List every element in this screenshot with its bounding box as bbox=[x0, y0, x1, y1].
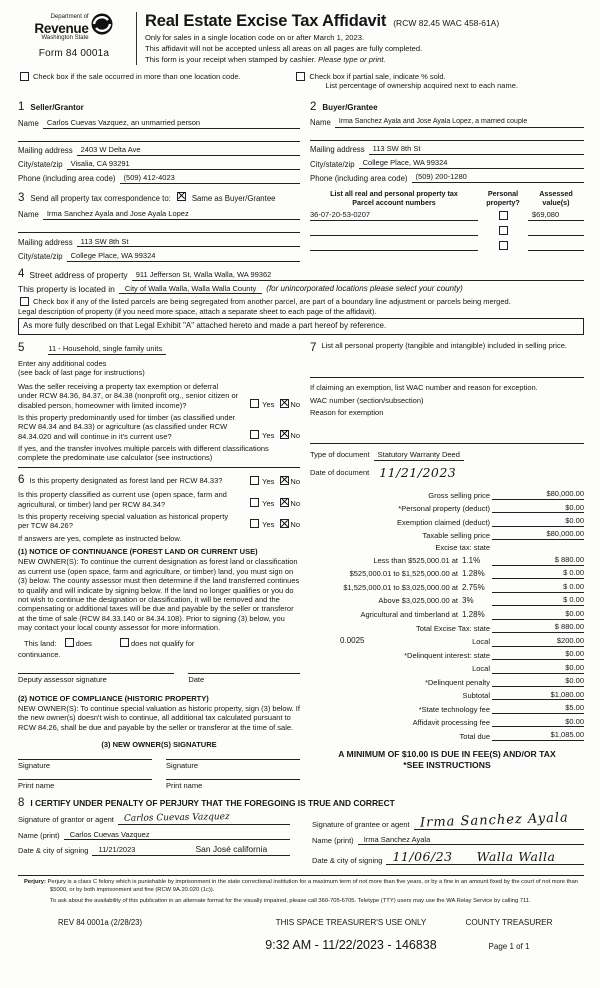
s5-q1-no-checkbox[interactable] bbox=[280, 399, 289, 408]
seller-city-field[interactable]: Visalia, CA 93291 bbox=[67, 159, 300, 170]
s3-name-field[interactable]: Irma Sanchez Ayala and Jose Ayala Lopez bbox=[43, 209, 300, 220]
tax-row-value[interactable]: $200.00 bbox=[492, 636, 584, 647]
grantee-signature-block bbox=[312, 809, 584, 869]
rev-number: REV 84 0001a (2/28/23) bbox=[58, 918, 143, 928]
s6-q2-answer: Yes No bbox=[244, 498, 300, 509]
tax-row-label: Excise tax: state bbox=[435, 542, 490, 552]
tax-row-value[interactable]: $1,085.00 bbox=[492, 730, 584, 741]
tax-row-value[interactable]: $0.00 bbox=[492, 663, 584, 674]
form-footer bbox=[18, 918, 584, 980]
section-5-divider bbox=[18, 467, 300, 468]
s6-question-2: Is this property classified as current use (open space, farm and agricultural, or timber) land per RCW 84.34? bbox=[18, 490, 227, 509]
section-1-title: Seller/Grantor bbox=[30, 103, 84, 113]
personal-property-checkbox[interactable] bbox=[499, 226, 508, 235]
perjury-notes bbox=[18, 875, 584, 908]
located-in-note: (for unincorporated locations please select your county) bbox=[266, 284, 463, 294]
section-2-title: Buyer/Grantee bbox=[322, 103, 378, 113]
assessed-value-field[interactable] bbox=[528, 235, 584, 237]
perjury-label: Perjury: bbox=[24, 878, 46, 885]
section-5-6-column bbox=[18, 341, 300, 791]
grantor-signature: Carlos Cuevas Vazquez bbox=[123, 811, 230, 824]
section-4-number: 4 bbox=[18, 267, 25, 280]
doc-date-field[interactable]: 11/21/2023 bbox=[379, 465, 457, 481]
multi-location-label: Check box if the sale occurred in more than one location code. bbox=[33, 71, 241, 81]
tax-row-value[interactable]: $0.00 bbox=[492, 516, 584, 527]
tax-row-label: $1,525,000.01 to $3,025,000.00 at bbox=[343, 582, 458, 592]
tax-row-value[interactable]: $0.00 bbox=[492, 503, 584, 514]
tax-row-value[interactable]: $ 880.00 bbox=[492, 555, 584, 566]
page-title: Real Estate Excise Tax Affidavit bbox=[145, 12, 387, 30]
parcel-row bbox=[310, 210, 584, 221]
tax-row-rate: 2.75% bbox=[462, 582, 485, 592]
legal-description-label: Legal description of property (if you need more space, attach a separate sheet to each page of the affidavit). bbox=[18, 307, 377, 317]
grantor-date: 11/21/2023 bbox=[98, 845, 136, 855]
segregated-label: Check box if any of the listed parcels are being segregated from another parcel, are part of a boundary line adjustment or parcels being merged. bbox=[33, 296, 511, 306]
exemption-note: If claiming an exemption, list WAC number and reason for exception. bbox=[310, 383, 538, 393]
tax-row bbox=[310, 609, 584, 620]
s5-q2-no-checkbox[interactable] bbox=[280, 430, 289, 439]
legal-description-field[interactable]: As more fully described on that Legal Exhibit "A" attached hereto and made a part hereof by reference. bbox=[18, 318, 584, 335]
tax-row-rate: 1.28% bbox=[462, 569, 485, 579]
wac-number-label: WAC number (section/subsection) bbox=[310, 396, 424, 406]
rcw-reference: (RCW 82.45 WAC 458-61A) bbox=[393, 18, 500, 28]
tax-row-label: *State technology fee bbox=[418, 704, 490, 714]
tax-row bbox=[310, 555, 584, 566]
tax-row bbox=[310, 503, 584, 514]
section-1-number: 1 bbox=[18, 101, 25, 114]
seller-phone-label: Phone (including area code) bbox=[18, 174, 116, 184]
tax-row-value[interactable]: $80,000.00 bbox=[492, 529, 584, 540]
doc-date-label: Date of document bbox=[310, 468, 370, 478]
tax-row-value[interactable]: $ 0.00 bbox=[492, 582, 584, 593]
grantee-name-label: Name (print) bbox=[312, 835, 354, 845]
county-treasurer-label: COUNTY TREASURER bbox=[465, 918, 553, 928]
tax-computation-table bbox=[310, 489, 584, 741]
header-note-2: This affidavit will not be accepted unless all areas on all pages are fully completed. bbox=[145, 44, 423, 54]
s6-question-3: Is this property receiving special valuation as historical property per TCW 84.26? bbox=[18, 511, 229, 531]
grantee-date-city-field[interactable] bbox=[386, 849, 584, 866]
street-address-field[interactable]: 911 Jefferson St, Walla Walla, WA 99362 bbox=[132, 270, 584, 281]
section-8 bbox=[18, 796, 584, 869]
tax-row bbox=[310, 529, 584, 540]
buyer-city-label: City/state/zip bbox=[310, 159, 355, 169]
tax-row bbox=[310, 543, 584, 552]
tax-row-label: Taxable selling price bbox=[422, 530, 490, 540]
additional-codes-label: Enter any additional codes bbox=[18, 359, 107, 369]
same-as-buyer-checkbox[interactable] bbox=[177, 192, 186, 201]
s6-if-yes: If answers are yes, complete as instructed below. bbox=[18, 533, 182, 543]
parcel-row bbox=[310, 226, 584, 236]
same-as-buyer-label: Same as Buyer/Grantee bbox=[191, 193, 276, 203]
perjury-text: Perjury is a class C felony which is punishable by imprisonment in the state correctional institution for a maximum term of not more than five years, or by a fine in an amount fixed by the court of not more than $5000, or by both imprisonment and fine (RCW 9A.20.020 (1c)). bbox=[47, 878, 578, 893]
s6-q2-no-checkbox[interactable] bbox=[280, 498, 289, 507]
seller-phone-field[interactable]: (509) 412-4023 bbox=[120, 173, 300, 184]
continuance-label: continuance. bbox=[18, 649, 61, 659]
new-owner-signature-1[interactable]: Signature bbox=[18, 759, 152, 770]
s5-q2-answer: Yes No bbox=[244, 430, 300, 441]
new-owner-print-2[interactable]: Print name bbox=[166, 779, 300, 790]
section-7-text: List all personal property (tangible and intangible) included in selling price. bbox=[321, 340, 567, 350]
seller-mailing-label: Mailing address bbox=[18, 146, 73, 156]
grantee-city: Walla Walla bbox=[476, 848, 556, 864]
buyer-name-label: Name bbox=[310, 118, 331, 128]
doc-type-field[interactable]: Statutory Warranty Deed bbox=[374, 450, 464, 461]
tax-row-value[interactable]: $80,000.00 bbox=[492, 489, 584, 500]
tax-row bbox=[310, 582, 584, 593]
header-note-3: This form is your receipt when stamped by cashier. Please type or print. bbox=[145, 55, 386, 65]
tax-row bbox=[310, 703, 584, 714]
grantor-date-label: Date & city of signing bbox=[18, 846, 89, 856]
s6-q1-no-checkbox[interactable] bbox=[280, 476, 289, 485]
s6-q3-yes-checkbox[interactable] bbox=[250, 519, 259, 528]
segregated-checkbox[interactable] bbox=[20, 297, 29, 306]
multi-location-checkbox[interactable] bbox=[20, 72, 29, 81]
assessed-value-field[interactable]: $69,080 bbox=[528, 210, 584, 221]
section-7-tax-column bbox=[310, 341, 584, 791]
personal-property-checkbox[interactable] bbox=[499, 211, 508, 220]
section-3-label: Send all property tax correspondence to: bbox=[30, 193, 171, 203]
tax-row-label: Agricultural and timberland at bbox=[360, 609, 458, 619]
new-owner-print-1[interactable]: Print name bbox=[18, 779, 152, 790]
minimum-fee-note: A MINIMUM OF $10.00 IS DUE IN FEE(S) AND/OR TAX bbox=[338, 748, 556, 759]
land-does-not-checkbox[interactable] bbox=[120, 638, 129, 647]
tax-row-value[interactable]: $ 880.00 bbox=[492, 622, 584, 633]
tax-row bbox=[310, 730, 584, 741]
s6-q1-yes-checkbox[interactable] bbox=[250, 476, 259, 485]
accessibility-note: To ask about the availability of this publication in an alternate format for the visually impaired, please call 360-705-6705. Teletype (TTY) users may use the WA Relay Service by calling 711. bbox=[50, 897, 531, 904]
logo-state-line: Washington State bbox=[41, 35, 89, 41]
parcel-table: List all real and personal property tax Parcel account numbers Personal property? Assessed value(s) 36-07-20-53-0207 $69,080 bbox=[310, 189, 584, 251]
grantor-name-label: Name (print) bbox=[18, 830, 60, 840]
tax-row-label: Affidavit processing fee bbox=[412, 718, 490, 728]
section-6-number: 6 bbox=[18, 473, 25, 486]
personal-property-field[interactable] bbox=[310, 355, 584, 378]
grantee-date: 11/06/23 bbox=[392, 848, 453, 864]
certify-statement: I CERTIFY UNDER PENALTY OF PERJURY THAT THE FOREGOING IS TRUE AND CORRECT bbox=[30, 798, 395, 809]
buyer-column bbox=[310, 96, 584, 264]
s5-question-1: Was the seller receiving a property tax exemption or deferral under RCW 84.36, 84.37, or 84.38 (nonprofit org., senior citizen or disabled person, homeowner with limited income)? bbox=[18, 381, 239, 410]
tax-row bbox=[310, 636, 584, 647]
section-5-number: 5 bbox=[18, 341, 25, 354]
grantor-city: San José california bbox=[195, 844, 268, 855]
section-3-number: 3 bbox=[18, 191, 25, 204]
use-code-field[interactable]: 11 - Household, single family units bbox=[48, 344, 166, 355]
seller-name-line-2[interactable] bbox=[18, 132, 300, 142]
grantor-signature-field[interactable] bbox=[118, 813, 290, 825]
land-qualify-row bbox=[24, 638, 300, 648]
this-land-label: This land: bbox=[24, 638, 57, 648]
s6-q2-yes-checkbox[interactable] bbox=[250, 498, 259, 507]
deputy-assessor-signature-line[interactable] bbox=[18, 673, 174, 684]
seller-mailing-field[interactable]: 2403 W Delta Ave bbox=[77, 145, 300, 156]
tax-row bbox=[310, 622, 584, 633]
s6-q3-answer: Yes No bbox=[244, 519, 300, 530]
tax-row-rate: 1.1% bbox=[462, 555, 481, 565]
partial-sale-checkbox[interactable] bbox=[296, 72, 305, 81]
treasurer-stamp: 9:32 AM - 11/22/2023 - 146838 bbox=[265, 938, 437, 953]
tax-row-label: Less than $525,000.01 at bbox=[373, 555, 458, 565]
grantor-signature-block bbox=[18, 813, 290, 869]
land-does-not-label: does not qualify for bbox=[130, 639, 195, 649]
partial-sale-sublabel: List percentage of ownership acquired next to each name. bbox=[325, 80, 518, 90]
located-in-label: This property is located in bbox=[18, 283, 115, 294]
s6-q1-answer: Yes No bbox=[244, 476, 300, 487]
parcel-header-col2: Personal bbox=[487, 189, 519, 199]
s5-q2-yes-checkbox[interactable] bbox=[250, 430, 259, 439]
land-does-label: does bbox=[75, 639, 92, 649]
tax-row-label: Total Excise Tax: state bbox=[415, 623, 490, 633]
grantee-date-label: Date & city of signing bbox=[312, 856, 383, 866]
parcel-number-field[interactable] bbox=[310, 235, 478, 237]
exemption-reason-field[interactable] bbox=[310, 417, 584, 444]
tax-row-value[interactable] bbox=[492, 552, 584, 553]
tax-row bbox=[310, 595, 584, 606]
doc-type-label: Type of document bbox=[310, 450, 370, 460]
section-4 bbox=[18, 267, 584, 341]
tax-row-value[interactable]: $5.00 bbox=[492, 703, 584, 714]
tax-row-label: Subtotal bbox=[462, 691, 490, 701]
buyer-name-field[interactable]: Irma Sanchez Ayala and Jose Ayala Lopez, a married couple bbox=[335, 118, 584, 128]
buyer-phone-label: Phone (including area code) bbox=[310, 173, 408, 183]
additional-codes-sublabel: (see back of last page for instructions) bbox=[18, 368, 145, 378]
seller-column bbox=[18, 96, 300, 264]
buyer-mailing-field[interactable]: 113 SW 8th St bbox=[369, 144, 584, 155]
s3-name-line-2[interactable] bbox=[18, 223, 300, 233]
s5-q1-answer: Yes No bbox=[244, 399, 300, 410]
grantee-name-field[interactable]: Irma Sanchez Ayala bbox=[358, 835, 584, 845]
s3-city-field[interactable]: College Place, WA 99324 bbox=[67, 251, 300, 262]
s5-note: If yes, and the transfer involves multiple parcels with different classifications complete the predominate use calculator (see instructions) bbox=[18, 444, 269, 463]
parcel-number-field[interactable]: 36-07-20-53-0207 bbox=[310, 210, 478, 221]
exemption-reason-label: Reason for exemption bbox=[310, 407, 384, 417]
tax-row-value[interactable]: $0.00 bbox=[492, 609, 584, 620]
buyer-phone-field[interactable]: (509) 200-1280 bbox=[412, 172, 584, 183]
section-2-number: 2 bbox=[310, 101, 317, 114]
partial-sale-label: Check box if partial sale, indicate % sold. bbox=[309, 71, 446, 81]
header-note-1: Only for sales in a single location code on or after March 1, 2023. bbox=[145, 33, 365, 43]
section-8-number: 8 bbox=[18, 797, 25, 810]
grantor-sig-label: Signature of grantor or agent bbox=[18, 815, 114, 825]
form-header bbox=[18, 10, 584, 65]
notice-continuance-text: NEW OWNER(S): To continue the current designation as forest land or classification as current use (open space, farm and agriculture, or timber) land, you must sign on (3) below. The county assessor must then determine if the land transferred continues to qualify and will indicate by signing below. If the land no longer qualifies or you do not wish to continue the designation or classification, it will be removed and the compensating or additional taxes will be due and payable by the seller or transferor at the time of sale (RCW 84.33.140 or 84.34.108). Prior to signing (3) below, you may contact your local county assessor for more information. bbox=[18, 557, 300, 633]
seller-name-field[interactable]: Carlos Cuevas Vazquez, an unmarried person bbox=[43, 118, 300, 129]
new-owner-signature-heading: (3) NEW OWNER(S) SIGNATURE bbox=[101, 740, 217, 750]
s3-mailing-field[interactable]: 113 SW 8th St bbox=[77, 237, 300, 248]
grantee-signature-field[interactable] bbox=[414, 809, 584, 831]
logo-dept-line: Department of bbox=[50, 14, 89, 20]
tax-row-label: *Delinquent interest: state bbox=[404, 650, 490, 660]
s6-question-1: Is this property designated as forest land per RCW 84.33? bbox=[29, 475, 223, 485]
tax-row-value[interactable]: $0.00 bbox=[492, 717, 584, 728]
tax-row-label: Exemption claimed (deduct) bbox=[397, 517, 490, 527]
street-address-label: Street address of property bbox=[29, 270, 128, 281]
tax-row-label: *Personal property (deduct) bbox=[398, 504, 490, 514]
notice-compliance-text: NEW OWNER(S): To continue special valuation as historic property, sign (3) below. If the new owner(s) doesn't wish to continue, all additional tax calculated pursuant to RCW 84.26, shall be due and payable by the seller or transferor at the time of sale. bbox=[18, 703, 300, 732]
buyer-name-line-2[interactable] bbox=[310, 131, 584, 141]
buyer-mailing-label: Mailing address bbox=[310, 145, 365, 155]
tax-row bbox=[310, 516, 584, 527]
treasurer-space-label: THIS SPACE TREASURER'S USE ONLY bbox=[275, 918, 427, 928]
notice-continuance-heading: (1) NOTICE OF CONTINUANCE (FOREST LAND OR CURRENT USE) bbox=[18, 547, 258, 557]
notice-compliance-heading: (2) NOTICE OF COMPLIANCE (HISTORIC PROPERTY) bbox=[18, 693, 209, 703]
s3-city-label: City/state/zip bbox=[18, 251, 63, 261]
tax-row bbox=[310, 676, 584, 687]
top-checkbox-row bbox=[20, 72, 584, 91]
seller-city-label: City/state/zip bbox=[18, 160, 63, 170]
tax-row bbox=[310, 649, 584, 660]
assessed-value-field[interactable] bbox=[528, 249, 584, 251]
parcel-number-field[interactable] bbox=[310, 249, 478, 251]
tax-row-value[interactable]: $ 0.00 bbox=[492, 568, 584, 579]
page-indicator: Page 1 of 1 bbox=[488, 942, 530, 952]
grantee-signature: Irma Sanchez Ayala bbox=[419, 809, 569, 831]
parcel-row bbox=[310, 241, 584, 251]
tax-row-label: *Delinquent penalty bbox=[424, 677, 490, 687]
tax-row-label: Local bbox=[472, 664, 490, 674]
tax-row bbox=[310, 489, 584, 500]
tax-row bbox=[310, 690, 584, 701]
tax-row bbox=[310, 663, 584, 674]
tax-row-prefix: 0.0025 bbox=[340, 635, 365, 645]
header-divider bbox=[136, 12, 137, 65]
s3-name-label: Name bbox=[18, 210, 39, 220]
form-number: Form 84 0001a bbox=[38, 47, 110, 59]
tax-row-value[interactable]: $0.00 bbox=[492, 649, 584, 660]
parcel-header-col1: List all real and personal property tax bbox=[330, 189, 458, 199]
personal-property-checkbox[interactable] bbox=[499, 241, 508, 250]
tax-row-value[interactable]: $1,080.00 bbox=[492, 690, 584, 701]
grantee-sig-label: Signature of grantee or agent bbox=[312, 820, 410, 830]
deputy-date-line[interactable] bbox=[188, 673, 300, 684]
land-does-checkbox[interactable] bbox=[65, 638, 74, 647]
buyer-city-field[interactable]: College Place, WA 99324 bbox=[359, 158, 584, 169]
tax-row-rate: 3% bbox=[462, 596, 474, 606]
dor-logo bbox=[18, 10, 130, 65]
s5-q1-yes-checkbox[interactable] bbox=[250, 399, 259, 408]
grantor-name-field[interactable]: Carlos Cuevas Vazquez bbox=[64, 830, 290, 840]
logo-agency: Revenue bbox=[34, 20, 89, 36]
section-7-number: 7 bbox=[310, 341, 317, 354]
tax-row-label: Gross selling price bbox=[428, 490, 490, 500]
tax-row-value[interactable]: $ 0.00 bbox=[492, 595, 584, 606]
tax-row-rate: 1.28% bbox=[462, 609, 485, 619]
deputy-assessor-label: Deputy assessor signature bbox=[18, 675, 107, 685]
see-instructions-note: *SEE INSTRUCTIONS bbox=[403, 759, 491, 770]
tax-row bbox=[310, 568, 584, 579]
deputy-date-label: Date bbox=[188, 675, 205, 685]
dor-swirl-icon bbox=[90, 12, 114, 36]
s5-question-2: Is this property predominantly used for timber (as classified under RCW 84.34 and 84.33) or agriculture (as classified under RCW 84.34.020 and will continue in it's current use? bbox=[18, 412, 236, 441]
located-in-field[interactable]: City of Walla Walla, Walla Walla County bbox=[119, 284, 262, 295]
tax-row bbox=[310, 717, 584, 728]
grantor-date-city-field[interactable] bbox=[92, 844, 290, 856]
seller-name-label: Name bbox=[18, 118, 39, 128]
s3-mailing-label: Mailing address bbox=[18, 237, 73, 247]
tax-row-label: $525,000.01 to $1,525,000.00 at bbox=[349, 569, 458, 579]
tax-row-label: Total due bbox=[459, 731, 490, 741]
tax-row-label: Local bbox=[472, 637, 490, 647]
tax-row-value[interactable]: $0.00 bbox=[492, 676, 584, 687]
new-owner-signature-2[interactable]: Signature bbox=[166, 759, 300, 770]
s6-q3-no-checkbox[interactable] bbox=[280, 519, 289, 528]
tax-row-label: Above $3,025,000.00 at bbox=[378, 596, 458, 606]
parcel-header-col3: Assessed bbox=[539, 189, 573, 199]
